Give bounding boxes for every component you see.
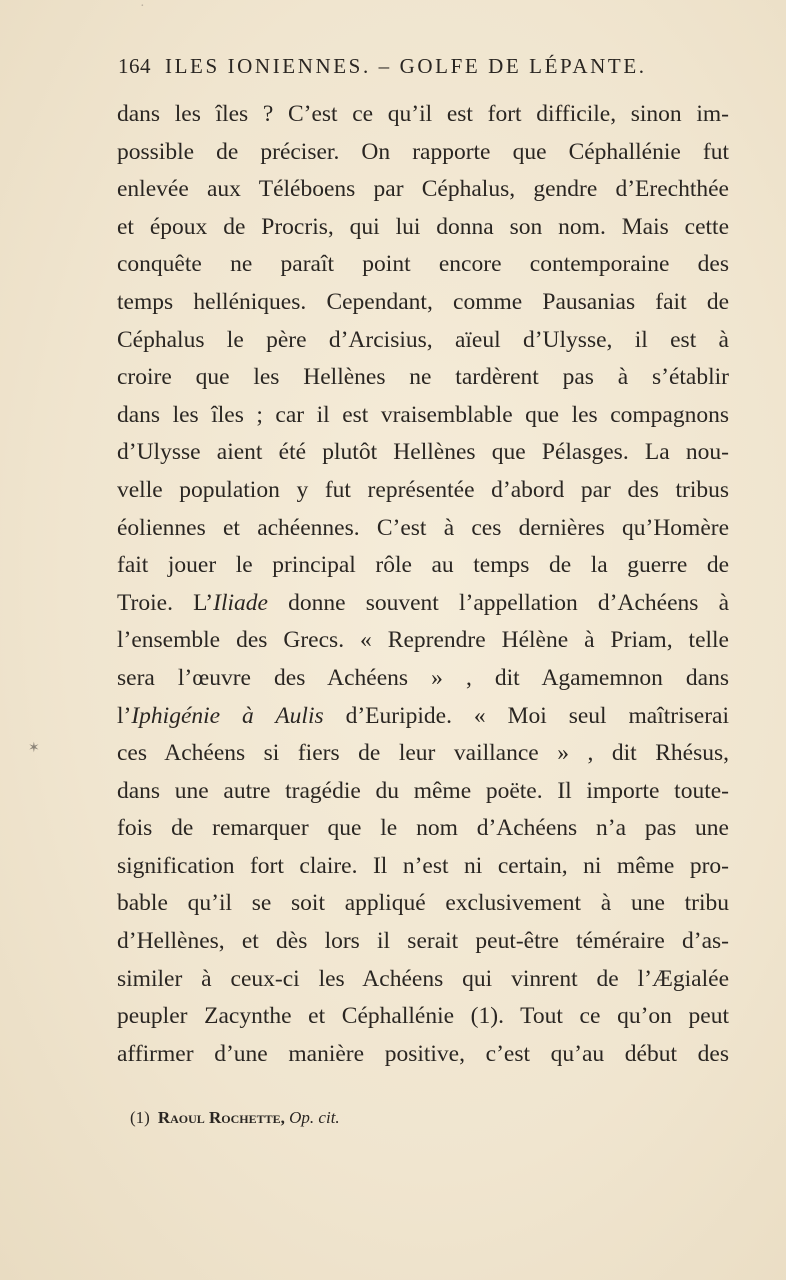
text-line: bable qu’il se soit appliqué exclusivement à une tribu — [117, 890, 729, 917]
paper-speck-margin: ✶ — [28, 741, 40, 756]
running-title: ILES IONIENNES. – GOLFE DE LÉPANTE. — [165, 54, 647, 78]
text-line: dans les îles ; car il est vraisemblable que les compagnons — [117, 401, 729, 428]
footnote-mark: (1) — [130, 1108, 150, 1127]
text-line — [117, 585, 729, 623]
text-line: signification fort claire. Il n’est ni certain, ni même pro- — [117, 852, 729, 879]
text-line: dans les îles ? C’est ce qu’il est fort difficile, sinon im- — [117, 101, 729, 127]
text-line: sera l’œuvre des Achéens » , dit Agamemnon dans — [117, 664, 729, 691]
page-number: 164 — [118, 54, 151, 78]
text-line: éoliennes et achéennes. C’est à ces dernières qu’Homère — [117, 514, 729, 541]
text-run: d’Euripide. « Moi seul maîtriserai — [323, 702, 729, 729]
text-line: enlevée aux Téléboens par Céphalus, gendre d’Erechthée — [117, 176, 729, 203]
text-line: dans une autre tragédie du même poëte. Il importe toute- — [117, 777, 729, 804]
text-line: d’Hellènes, et dès lors il serait peut-être téméraire d’as- — [117, 928, 729, 955]
text-line: fait jouer le principal rôle au temps de la guerre de — [117, 552, 729, 579]
text-run: donne souvent l’appellation d’Achéens à — [267, 589, 729, 616]
text-line: et époux de Procris, qui lui donna son nom. Mais cette — [117, 213, 729, 240]
text-line: croire que les Hellènes ne tardèrent pas à s’établir — [117, 364, 729, 391]
paper-speck-top: · — [140, 0, 145, 14]
text-line: fois de remarquer que le nom d’Achéens n’a pas une — [117, 815, 729, 842]
text-line: peupler Zacynthe et Céphallénie (1). Tout ce qu’on peut — [117, 1003, 729, 1030]
footnote — [130, 1108, 340, 1128]
text-line — [117, 698, 729, 736]
text-line: Céphalus le père d’Arcisius, aïeul d’Ulysse, il est à — [117, 326, 729, 353]
italic-title-iliade: Iliade — [213, 589, 268, 616]
text-line: similer à ceux-ci les Achéens qui vinrent de l’Ægialée — [117, 965, 729, 992]
text-run: Troie. L’ — [117, 589, 214, 616]
text-line: conquête ne paraît point encore contemporaine des — [117, 251, 729, 278]
text-line: possible de préciser. On rapporte que Céphallénie fut — [117, 138, 729, 165]
footnote-reference: Op. cit. — [289, 1108, 340, 1127]
footnote-author: Raoul Rochette, — [157, 1108, 285, 1127]
text-line: l’ensemble des Grecs. « Reprendre Hélène à Priam, telle — [117, 627, 729, 654]
italic-title-iphigenie: Iphigénie à Aulis — [131, 702, 324, 729]
text-line: d’Ulysse aient été plutôt Hellènes que Pélasges. La nou- — [117, 439, 729, 466]
body-text — [117, 96, 729, 1073]
text-run: l’ — [117, 702, 132, 729]
text-line: ces Achéens si fiers de leur vaillance » , dit Rhésus, — [117, 740, 729, 767]
text-line: temps helléniques. Cependant, comme Pausanias fait de — [117, 288, 729, 315]
text-line: affirmer d’une manière positive, c’est qu’au début des — [117, 1040, 729, 1067]
text-line: velle population y fut représentée d’abord par des tribus — [117, 476, 729, 503]
running-header — [118, 54, 678, 79]
